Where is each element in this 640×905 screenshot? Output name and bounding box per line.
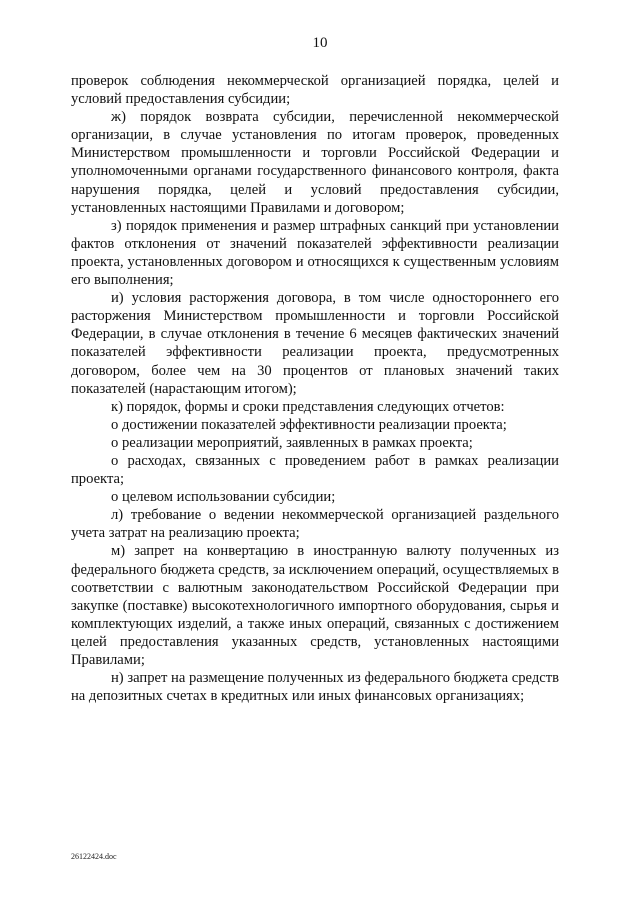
- page-number: 10: [312, 35, 328, 51]
- paragraph-item-m: м) запрет на конвертацию в иностранную валюту полученных из федерального бюджета средств, за исключением операций, осуществляемых в соответствии с валютным законодательством Российской Федерации при закупке (поставке) высокотехнологичного импортного оборудования, сырья и комплектующих изделий, а также иных операций, связанных с достижением целей предоставления указанных средств, установленных настоящими Правилами;: [71, 543, 559, 668]
- paragraph-report-2: о реализации мероприятий, заявленных в рамках проекта;: [111, 434, 473, 451]
- paragraph-item-k: к) порядок, формы и сроки представления следующих отчетов:: [111, 398, 505, 415]
- footer-filename: 26122424.doc: [71, 852, 117, 861]
- paragraph-item-n: н) запрет на размещение полученных из федерального бюджета средств на депозитных счетах в кредитных или иных финансовых организациях;: [71, 670, 559, 705]
- paragraph-continuation: проверок соблюдения некоммерческой организацией порядка, целей и условий предоставления субсидии;: [71, 73, 559, 108]
- paragraph-report-4: о целевом использовании субсидии;: [111, 489, 336, 506]
- paragraph-item-zh: ж) порядок возврата субсидии, перечисленной некоммерческой организации, в случае установления по итогам проверок, проведенных Министерством промышленности и торговли Российской Федерации и уполномоченными органами государственного финансового контроля, факта нарушения порядка, целей и условий предоставления субсидии, установленных настоящими Правилами и договором;: [71, 109, 559, 216]
- paragraph-report-1: о достижении показателей эффективности реализации проекта;: [111, 416, 507, 433]
- paragraph-item-i: и) условия расторжения договора, в том числе одностороннего его расторжения Министерством промышленности и торговли Российской Федерации, в случае отклонения в течение 6 месяцев фактических значений показателей эффективности реализации проекта, предусмотренных договором, более чем на 30 процентов от плановых значений таких показателей (нарастающим итогом);: [71, 290, 559, 397]
- paragraph-item-l: л) требование о ведении некоммерческой организацией раздельного учета затрат на реализацию проекта;: [71, 507, 559, 542]
- paragraph-report-3: о расходах, связанных с проведением работ в рамках реализации проекта;: [71, 452, 559, 488]
- paragraph-item-z: з) порядок применения и размер штрафных санкций при установлении фактов отклонения от значений показателей эффективности реализации проекта, установленных договором и относящихся к существенным условиям его выполнения;: [71, 217, 559, 289]
- document-body: [71, 72, 559, 705]
